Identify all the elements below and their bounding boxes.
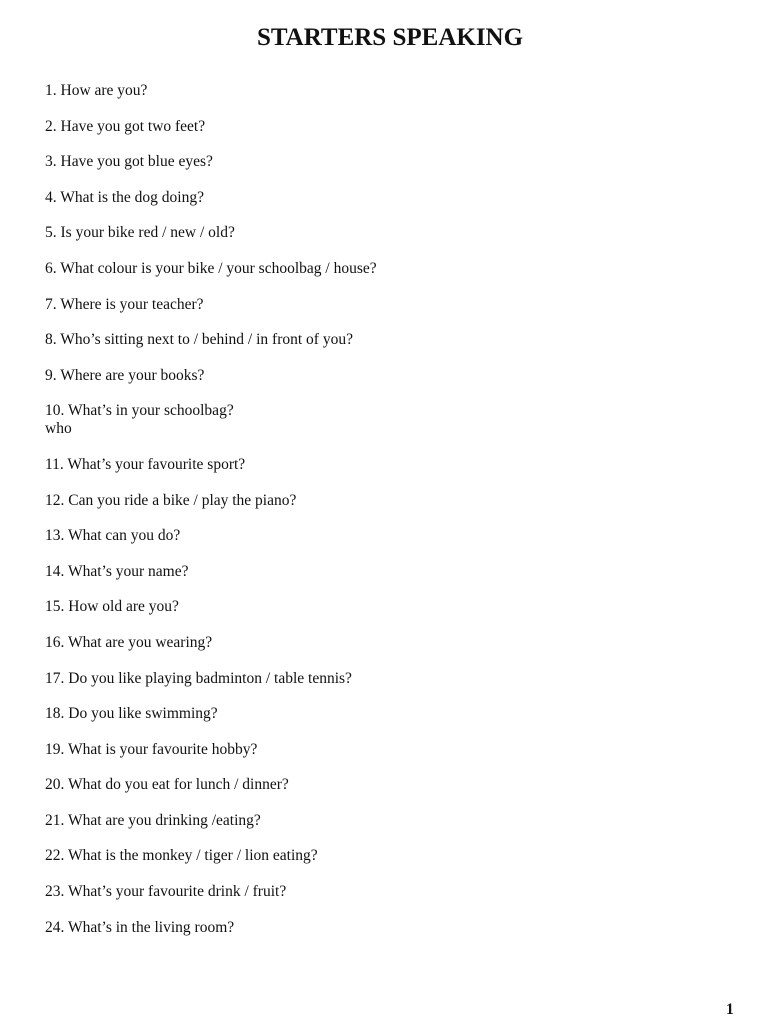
page-title: STARTERS SPEAKING [256, 24, 524, 51]
question-item [45, 367, 377, 385]
question-item [45, 224, 377, 242]
question-item [45, 776, 377, 794]
question-text: 15. How old are you? [45, 598, 179, 616]
question-item [45, 847, 377, 865]
question-item [45, 563, 377, 581]
question-note: who [45, 420, 72, 438]
question-text: 2. Have you got two feet? [45, 117, 206, 135]
question-text: 17. Do you like playing badminton / table tennis? [45, 669, 352, 687]
question-item [45, 634, 377, 652]
question-text: 11. What’s your favourite sport? [45, 455, 246, 473]
question-text: 10. What’s in your schoolbag? [45, 402, 234, 420]
page-number: 1 [726, 1001, 734, 1018]
question-text: 1. How are you? [45, 82, 148, 99]
question-item [45, 82, 377, 100]
question-item [45, 260, 377, 278]
question-text: 24. What’s in the living room? [45, 918, 235, 936]
question-text: 13. What can you do? [45, 527, 181, 545]
question-item [45, 492, 377, 510]
question-item [45, 456, 377, 474]
question-item [45, 812, 377, 830]
question-text: 18. Do you like swimming? [45, 705, 218, 723]
question-text: 9. Where are your books? [45, 366, 205, 384]
question-text: 19. What is your favourite hobby? [45, 740, 258, 758]
question-item [45, 153, 377, 171]
question-item [45, 670, 377, 688]
question-text: 8. Who’s sitting next to / behind / in front of you? [45, 331, 353, 349]
question-text: 22. What is the monkey / tiger / lion eating? [45, 847, 318, 865]
question-text: 21. What are you drinking /eating? [45, 811, 261, 829]
question-item [45, 883, 377, 901]
question-text: 4. What is the dog doing? [45, 188, 204, 206]
question-text: 23. What’s your favourite drink / fruit? [45, 883, 287, 901]
question-text: 7. Where is your teacher? [45, 295, 204, 313]
question-list [45, 82, 377, 954]
question-item [45, 189, 377, 207]
question-text: 5. Is your bike red / new / old? [45, 224, 235, 242]
question-item [45, 527, 377, 545]
question-item [45, 741, 377, 759]
question-item [45, 598, 377, 616]
question-item [45, 331, 377, 349]
question-text: 3. Have you got blue eyes? [45, 153, 213, 171]
question-item [45, 296, 377, 314]
question-text: 6. What colour is your bike / your schoolbag / house? [45, 259, 377, 277]
question-text: 12. Can you ride a bike / play the piano? [45, 491, 297, 509]
question-text: 14. What’s your name? [45, 562, 189, 580]
question-text: 20. What do you eat for lunch / dinner? [45, 776, 289, 794]
question-text: 16. What are you wearing? [45, 633, 213, 651]
question-item [45, 118, 377, 136]
question-item [45, 705, 377, 723]
question-item [45, 919, 377, 937]
question-item [45, 402, 377, 438]
